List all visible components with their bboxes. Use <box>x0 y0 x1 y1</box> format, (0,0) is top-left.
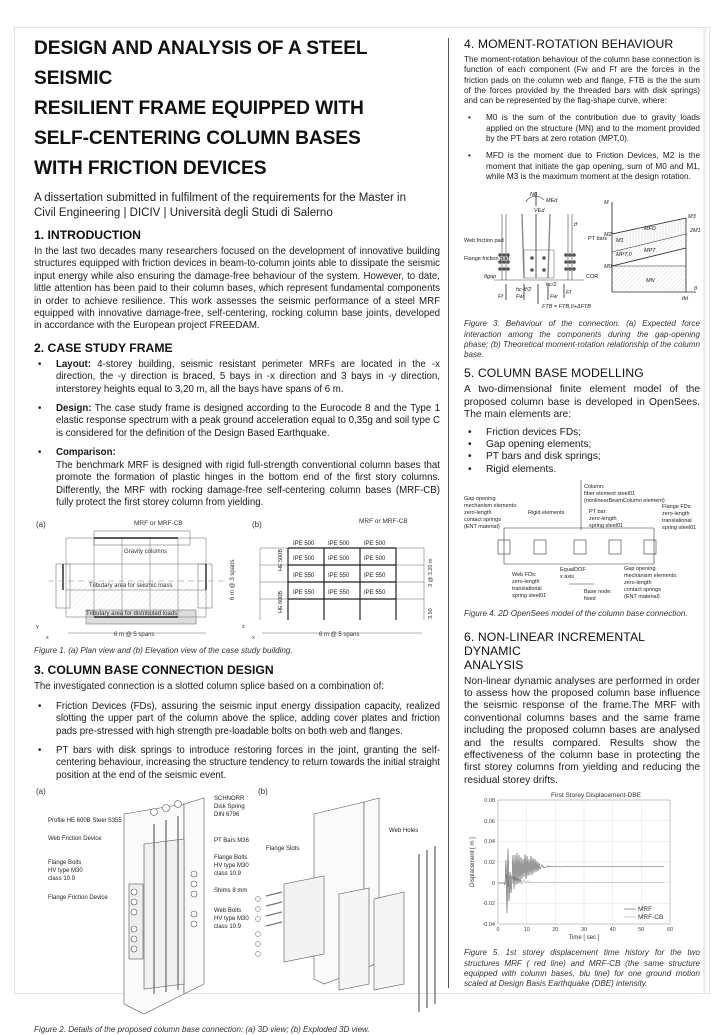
x-tick: 20 <box>552 927 559 934</box>
spans-y-label: 6 m @ 3 spans <box>230 559 236 601</box>
dimension-label: hc-tf/2 <box>516 287 532 294</box>
item-label: Design: <box>56 403 92 415</box>
list-item: • Gap opening elements; <box>464 439 700 451</box>
item-text: The benchmark MRF is designed with rigid full-strength conventional column bases that promote the formation of plastic hinges in the bottom end of the first story columns. Differently, the MRF with rocking damage-free self-centering column bases (MRF-CB) fully protect the first storey column from yielding. <box>56 459 440 508</box>
model-label: zero-length <box>464 510 492 517</box>
axis-label: M <box>604 200 609 207</box>
beam-label: IPE 550 <box>293 590 315 597</box>
section-heading-case-study: 2. CASE STUDY FRAME <box>34 340 173 355</box>
item-text: The case study frame is designed according to the Eurocode 8 and the Type 1 elastic response spectrum with a peak ground acceleration equal to 0,35g and soil type C is considered for the definition of the Design Based Earthquake. <box>56 403 440 439</box>
poster-subtitle <box>34 191 440 220</box>
x-tick: 10 <box>523 927 530 934</box>
right-edge-shadow <box>703 28 706 993</box>
model-label: Gap opening <box>624 566 656 573</box>
figure-2a-label: (a) <box>36 787 46 797</box>
list-item <box>34 447 440 509</box>
model-label: zero-length <box>512 579 540 586</box>
figure-3-caption: Figure 3. Behaviour of the connection. (a) Expected force interaction among the components during the gap-opening phase; (b) Theoretical moment-rotation relationship of the column base. <box>464 319 700 360</box>
item-label: Comparison: <box>56 447 116 459</box>
moment-label: 2M1 <box>690 228 701 235</box>
beam-label: IPE 500 <box>364 541 386 548</box>
title-line: SELF-CENTERING COLUMN BASES <box>34 128 361 149</box>
section-heading-introduction: 1. INTRODUCTION <box>34 228 141 242</box>
model-label: spring steel01 <box>662 525 697 532</box>
moment-label: MFD <box>644 226 656 233</box>
model-label: Column: <box>584 484 605 491</box>
moment-label: M2 <box>604 232 612 239</box>
height-label: 3 @ 3.20 m <box>428 558 434 588</box>
model-label: PT bar: <box>589 509 607 516</box>
figure-4 <box>464 480 700 619</box>
heading-line: 6. NON-LINEAR INCREMENTAL DYNAMIC <box>464 629 645 658</box>
model-label: fixed <box>584 596 596 603</box>
x-tick: 40 <box>609 927 616 934</box>
model-label: spring steel01 <box>589 523 624 530</box>
model-label: mechanism elements: <box>464 503 518 510</box>
figure-4-caption: Figure 4. 2D OpenSees model of the column base connection. <box>464 609 688 619</box>
list-item: • M0 is the sum of the contribution due to gravity loads applied on the structure (MN) and to the moment provided by the PT bars at zero rotation (MPT,0). <box>464 113 700 144</box>
beam-label: IPE 500 <box>364 556 386 563</box>
callout-label: HV type M30 <box>214 916 249 923</box>
column-label: HE 500B <box>278 549 284 572</box>
column-divider <box>448 38 449 988</box>
model-label: EqualDOF <box>560 567 586 574</box>
y-tick: 0.04 <box>484 839 495 846</box>
component-label: PT bars <box>588 236 608 243</box>
model-label: (ENT material) <box>464 524 500 531</box>
callout-label: Web Bolts <box>214 908 242 915</box>
beam-label: IPE 500 <box>293 556 315 563</box>
beam-label: IPE 500 <box>328 541 350 548</box>
subtitle-line: A dissertation submitted in fulfilment of the requirements for the Master in <box>34 192 407 204</box>
callout-label: class 10.9 <box>48 876 76 883</box>
model-label: x axis <box>560 574 575 581</box>
section-heading-moment-rotation: 4. MOMENT-ROTATION BEHAVIOUR <box>464 37 674 51</box>
figure-3 <box>464 190 700 360</box>
list-item: • PT bars with disk springs to introduce restoring forces in the joint, granting the self-centering behaviour, increasing the structure tendency to return towards the initial straight position at the end of the seismic event. <box>34 745 440 782</box>
callout-label: Flange Bolts <box>48 860 82 867</box>
angle-label: θd <box>682 296 689 303</box>
connection-list <box>34 701 440 782</box>
nida-text: Non-linear dynamic analyses are performed in order to assess how the proposed column base influence the seismic response of the frame.The MRF with conventional columns bases and the same frame including the proposed column bases are analysed and the results compared. Results show the effectiveness of the column base in protecting the first storey columns from yielding and reducing the residual storey drifts. <box>464 675 700 786</box>
figure-2 <box>34 784 440 1034</box>
axis-x-label: x <box>252 635 255 642</box>
gravity-columns-label: Gravity columns <box>124 549 168 556</box>
item-label: Layout: <box>56 358 91 370</box>
list-item: • MFD is the moment due to Friction Devices, M2 is the moment that initiate the gap opening, sum of M0 and M1, while M3 is the maximum moment at the design rotation. <box>464 151 700 182</box>
y-tick: 0.06 <box>484 819 495 826</box>
beam-label: IPE 550 <box>364 590 386 597</box>
beam-label: IPE 500 <box>328 556 350 563</box>
legend-mrf-cb: MRF-CB <box>638 914 664 922</box>
y-tick: 0.02 <box>484 860 495 867</box>
x-tick: 60 <box>666 927 674 934</box>
section-heading-connection: 3. COLUMN BASE CONNECTION DESIGN <box>34 663 274 678</box>
model-label: zero-length <box>662 511 690 518</box>
figure-3-diagram <box>464 190 700 312</box>
figure-1b-label: (b) <box>252 520 262 530</box>
connection-intro: The investigated connection is a slotted column splice based on a combination of: <box>34 681 385 693</box>
x-tick: 0 <box>496 927 500 934</box>
model-label: Web FDs: <box>512 572 537 579</box>
force-label: Fw <box>516 294 524 301</box>
beam-label: IPE 550 <box>293 573 315 580</box>
figure-2-caption: Figure 2. Details of the proposed column base connection: (a) 3D view; (b) Exploded 3D view. <box>34 1025 370 1035</box>
poster-title <box>34 34 440 184</box>
figure-2b-label: (b) <box>258 787 268 797</box>
model-label: (nonlinearBeamColumn element) <box>584 498 665 505</box>
moment-rotation-text: The moment-rotation behaviour of the column base connection is function of each component (Fw and Ff are the forces in the friction pads on the column web and flange, FTB is the the sum of the forces provided by the threaded bars with disk springs) and can be represented by the flag-shape curve, where: <box>464 55 700 106</box>
moment-label: MN <box>646 278 655 285</box>
x-tick: 30 <box>580 927 588 934</box>
dimension-label: tf <box>574 222 578 229</box>
model-label: translational <box>662 518 692 525</box>
tributary-seismic-label: Tributary area for seismic mass <box>89 583 173 590</box>
component-label: Flange friction pad <box>464 256 510 263</box>
force-label: Fw <box>550 294 558 301</box>
list-item: • Friction Devices (FDs), assuring the seismic input energy dissipation capacity, realized slotting the upper part of the column above the splice, adding cover plates and friction pads pre-stressed with high strength pre-loadable bolts on both web and flanges. <box>34 701 440 738</box>
force-label: Ff <box>498 294 503 301</box>
component-label: COR <box>586 274 599 281</box>
section-heading-nida <box>464 630 700 672</box>
callout-label: class 10.9 <box>214 924 242 931</box>
moment-label: M1 <box>616 238 624 245</box>
callout-label: Flange Friction Device <box>48 895 108 902</box>
figure-1-caption: Figure 1. (a) Plan view and (b) Elevation view of the case study building. <box>34 646 293 656</box>
title-line: DESIGN AND ANALYSIS OF A STEEL SEISMIC <box>34 38 368 89</box>
introduction-text: In the last two decades many researchers focused on the development of innovative building structures equipped with friction devices in beam-to-column joints able to dissipate the seismic input energy while also ensuring the damage-free behaviour of the system. However, to date, little attention has been paid to their column bases, which represent fundamental components in order to achieve resilience. This work assesses the seismic performance of a steel MRF equipped with innovative damage-free, self-centering, rocking column base joints, developed in accordance with the European project FREEDAM. <box>34 246 440 332</box>
model-label: zero-length <box>589 516 617 523</box>
item-text: 4-storey building, seismic resistant perimeter MRFs are located in the -x direction, the -y direction is braced, 5 bays in -x direction and 3 bays in -y direction, interstorey heights equal to 3,20 m, all the bays have spans of 6 m. <box>56 358 440 395</box>
list-item: • Friction devices FDs; <box>464 427 700 439</box>
title-line: RESILIENT FRAME EQUIPPED WITH <box>34 98 364 119</box>
moment-rotation-list <box>464 113 700 182</box>
mrf-label: MRF or MRF-CB <box>359 518 408 526</box>
y-tick: -0.02 <box>482 901 495 908</box>
callout-label: Flange Bolts <box>214 855 248 862</box>
model-label: Gap opening <box>464 496 496 503</box>
callout-label: SCHNORR <box>214 796 245 803</box>
model-label: Base node: <box>584 589 612 596</box>
callout-label: Disk Spring <box>214 804 245 811</box>
axis-x-label: x <box>46 635 49 642</box>
model-label: Rigid elements <box>528 510 565 517</box>
figure-5-chart <box>464 789 700 989</box>
heading-line: ANALYSIS <box>464 657 524 672</box>
figure-5-caption: Figure 5. 1st storey displacement time history for the two structures MRF ( red line) and MRF-CB (the same structure equipped with column bases, blu line) for one ground motion scaled at Design Basis Earthquake (DBE) intensity. <box>464 948 700 989</box>
displacement-chart <box>464 789 700 941</box>
section-heading-modelling: 5. COLUMN BASE MODELLING <box>464 366 644 381</box>
moment-label: MPT,0 <box>616 252 632 259</box>
figure-1-diagram <box>34 515 440 643</box>
callout-label: Profile HE 600B Steel S355 <box>48 818 122 825</box>
x-axis-label: Time [ sec ] <box>568 935 600 942</box>
model-label: fiber element steel01 <box>584 491 636 498</box>
model-label: zero-length <box>624 580 652 587</box>
model-label: spring steel01 <box>512 593 547 600</box>
model-label: contact springs <box>624 587 661 594</box>
tributary-loads-label: Tributary area for distributed loads <box>86 611 178 618</box>
figure-1 <box>34 515 440 656</box>
callout-label: HV type M30 <box>48 868 83 875</box>
y-tick: 0 <box>491 881 495 888</box>
left-column <box>34 34 440 1034</box>
axis-z-label: z <box>242 624 245 631</box>
moment-label: M0 <box>604 264 612 271</box>
model-label: translational <box>512 586 542 593</box>
callout-label: Web Friction Device <box>48 836 102 843</box>
spans-x-label: 6 m @ 5 spans <box>114 632 155 639</box>
force-label: Ff <box>566 290 571 297</box>
x-tick: 50 <box>638 927 645 934</box>
model-label: contact springs <box>464 517 501 524</box>
modelling-list <box>464 427 700 477</box>
figure-2-diagram <box>34 784 440 1022</box>
callout-label: Web Holes <box>389 828 419 835</box>
title-line: WITH FRICTION DEVICES <box>34 158 267 179</box>
callout-label: Shims 8 mm <box>214 888 248 895</box>
model-label: Flange FDs: <box>662 504 692 511</box>
figure-1a-label: (a) <box>36 520 46 530</box>
force-label: FTB = FTB,0+ΔFTB <box>542 304 591 311</box>
figure-4-diagram <box>464 480 700 602</box>
y-axis-label: Displacement [ m ] <box>470 837 476 888</box>
force-label: N0 <box>530 192 538 199</box>
beam-label: IPE 550 <box>328 590 350 597</box>
list-item <box>34 403 440 440</box>
chart-title: First Storey Displacement-DBE <box>551 792 641 800</box>
column-label: HE 600B <box>278 591 284 614</box>
angle-label: θgap <box>484 274 497 281</box>
callout-label: HV type M30 <box>214 863 249 870</box>
height-label: 3.50 <box>428 608 434 620</box>
axis-label: θ <box>694 286 697 293</box>
moment-label: MPT <box>644 248 656 255</box>
callout-label: DIN 6796 <box>214 812 240 819</box>
case-study-list <box>34 359 440 509</box>
force-label: VEd <box>534 208 545 215</box>
beam-label: IPE 550 <box>328 573 350 580</box>
legend-mrf: MRF <box>638 906 653 914</box>
y-tick: -0.04 <box>482 922 495 929</box>
right-column <box>464 37 700 989</box>
callout-label: PT Bars M36 <box>214 838 249 845</box>
beam-label: IPE 550 <box>364 573 386 580</box>
callout-label: Flange Slots <box>266 846 300 853</box>
y-tick: 0.08 <box>484 798 495 805</box>
modelling-text: A two-dimensional finite element model of the proposed column base is developed in OpenSees. The main elements are: <box>464 384 700 421</box>
list-item <box>34 359 440 396</box>
callout-label: class 10.9 <box>214 871 242 878</box>
subtitle-line: Civil Engineering | DICIV | Università degli Studi di Salerno <box>34 206 333 219</box>
model-label: mechanism elements: <box>624 573 678 580</box>
force-label: MEd <box>546 198 558 205</box>
mrf-label: MRF or MRF-CB <box>134 520 183 528</box>
spans-x-label: 6 m @ 5 spans <box>319 632 360 639</box>
dimension-label: hc/2 <box>546 282 557 289</box>
component-label: Web friction pad <box>464 238 504 245</box>
list-item: • PT bars and disk springs; <box>464 451 700 463</box>
beam-label: IPE 500 <box>293 541 315 548</box>
model-label: (ENT material) <box>624 594 660 601</box>
list-item: • Rigid elements. <box>464 464 700 476</box>
axis-y-label: y <box>36 624 39 631</box>
moment-label: M3 <box>688 214 696 221</box>
